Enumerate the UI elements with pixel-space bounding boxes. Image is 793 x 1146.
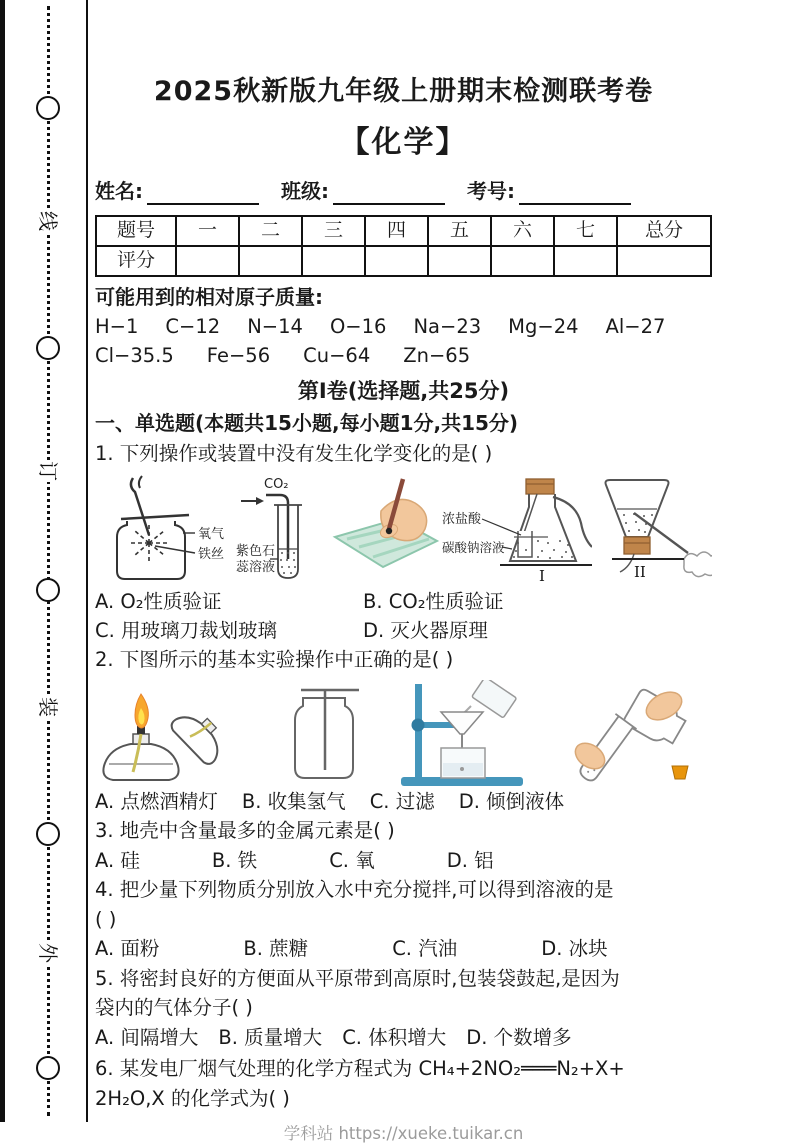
option-d: D. 铝 [446,848,494,872]
atomic-masses-intro: 可能用到的相对原子质量: [95,284,323,309]
class-blank [333,183,445,205]
binding-char-outside: 外 [36,943,60,963]
part-title: 一、单选题(本题共15小题,每小题1分,共15分) [95,411,519,436]
question-4-options [95,936,712,963]
score-table-header-row [96,216,711,246]
option-b: B. 铁 [211,848,258,872]
student-info-row [95,178,712,205]
binding-char-bind: 装 [36,697,60,717]
score-row-label: 评分 [96,246,176,276]
option-d: D. 倾倒液体 [458,789,565,813]
score-col-total: 总分 [617,216,711,246]
question-2-options [95,789,712,816]
question-1-figures [95,469,712,585]
question-3-options [95,848,712,875]
binding-char-staple: 订 [36,461,60,481]
question-4-text-line2: ( ) [95,907,117,931]
question-3-text: 3. 地壳中含量最多的金属元素是( ) [95,819,395,843]
question-4-text-line1: 4. 把少量下列物质分别放入水中充分搅拌,可以得到溶液的是 [95,878,614,902]
atomic-masses-line1 [95,314,712,341]
litmus-label-line2: 蕊溶液 [235,560,275,576]
watermark: 学科站 https://xueke.tuikar.cn [283,1124,524,1144]
page-title: 2025秋新版九年级上册期末检测联考卷 [153,76,654,107]
option-a: A. 面粉 [95,937,160,961]
fig-glass-cutting [331,473,441,585]
question-5-options [95,1025,712,1052]
fig-pour-liquid [552,680,712,786]
subject-title: 【化学】 [339,124,468,160]
mass-value: Na−23 [413,314,482,338]
option-d: D. 冰块 [541,937,608,961]
option-c: C. 过滤 [369,789,435,813]
cork-icon [624,537,650,554]
binding-circle [5,96,91,120]
question-5-text-line2: 袋内的气体分子( ) [95,996,253,1020]
mass-value: Al−27 [605,314,666,338]
score-cell [239,246,302,276]
question-1-text: 1. 下列操作或装置中没有发生化学变化的是( ) [95,441,493,465]
score-table [95,215,712,277]
score-col: 三 [302,216,365,246]
option-b: B. 质量增大 [218,1025,323,1049]
score-cell [554,246,617,276]
option-b: B. CO₂性质验证 [363,590,504,614]
foam-spray-icon [684,552,712,577]
exam-no-blank [519,183,631,205]
score-cell [428,246,491,276]
binding-margin [0,0,88,1122]
score-col: 六 [491,216,554,246]
volume-title: 第Ⅰ卷(选择题,共25分) [297,378,510,403]
score-col: 七 [554,216,617,246]
sparks-icon [129,525,169,561]
option-d: D. 个数增多 [466,1025,572,1049]
oxygen-label: 氧气 [198,527,225,543]
score-cell [617,246,711,276]
mass-value: Fe−56 [206,344,271,368]
mass-value: Zn−65 [403,344,471,368]
option-a: A. O₂性质验证 [95,590,222,614]
option-c: C. 氧 [329,848,375,872]
option-c: C. 汽油 [392,937,458,961]
option-d: D. 灭火器原理 [363,618,488,642]
score-col: 四 [365,216,428,246]
score-col: 五 [428,216,491,246]
fig-co2-litmus-test [236,473,331,585]
iron-wire-label: 铁丝 [198,547,225,563]
score-table-score-row [96,246,711,276]
score-col: 二 [239,216,302,246]
binding-circle [5,1056,91,1080]
stopper-icon [672,766,688,779]
question-5-text-line1: 5. 将密封良好的方便面从平原带到高原时,包装袋鼓起,是因为 [95,966,620,990]
option-b: B. 蔗糖 [243,937,309,961]
fig-flask-reaction-I [442,473,592,585]
hcl-label: 浓盐酸 [441,512,481,528]
option-c: C. 用玻璃刀裁划玻璃 [95,618,278,642]
exam-no-label: 考号: [467,178,515,203]
name-label: 姓名: [95,178,143,203]
mass-value: Cu−64 [303,344,371,368]
option-b: B. 收集氢气 [241,789,346,813]
litmus-label-line1: 紫色石 [235,544,275,560]
score-col: 一 [176,216,239,246]
score-cell [176,246,239,276]
roman-numeral-I: I [538,567,545,586]
question-6-text-line2: 2H₂O,X 的化学式为( ) [95,1086,290,1110]
cork-icon [526,479,554,494]
mass-value: C−12 [165,314,221,338]
score-table-corner: 题号 [96,216,176,246]
option-c: C. 体积增大 [342,1025,447,1049]
score-cell [491,246,554,276]
question-1-options [95,589,712,644]
atomic-masses-line2 [95,343,712,370]
binding-circle [5,822,91,846]
class-label: 班级: [281,178,329,203]
fig-extinguisher-II [592,473,712,585]
option-a: A. 点燃酒精灯 [95,789,218,813]
mass-value: H−1 [95,314,139,338]
na2co3-label: 碳酸钠溶液 [441,540,505,556]
fig-iron-wire-in-oxygen [95,473,235,585]
name-blank [147,183,259,205]
tilted-lamp-icon [169,703,232,767]
question-6-text-line1: 6. 某发电厂烟气处理的化学方程式为 CH₄+2NO₂═══N₂+X+ [95,1057,625,1081]
binding-circle [5,578,91,602]
question-2-figures [95,676,712,786]
question-2-text: 2. 下图所示的基本实验操作中正确的是( ) [95,648,454,672]
mass-value: Cl−35.5 [95,344,174,368]
score-cell [365,246,428,276]
mass-value: N−14 [247,314,303,338]
fig-collect-hydrogen [267,680,372,786]
binding-char-line: 线 [36,211,60,231]
mass-value: O−16 [329,314,387,338]
fig-filtration [395,680,530,786]
score-cell [302,246,365,276]
exam-paper [95,0,712,1146]
binding-circle [5,336,91,360]
fig-light-alcohol-lamp [95,680,245,786]
co2-label: CO₂ [263,477,289,493]
option-a: A. 硅 [95,848,140,872]
option-a: A. 间隔增大 [95,1025,199,1049]
roman-numeral-II: II [634,563,646,582]
mass-value: Mg−24 [508,314,579,338]
